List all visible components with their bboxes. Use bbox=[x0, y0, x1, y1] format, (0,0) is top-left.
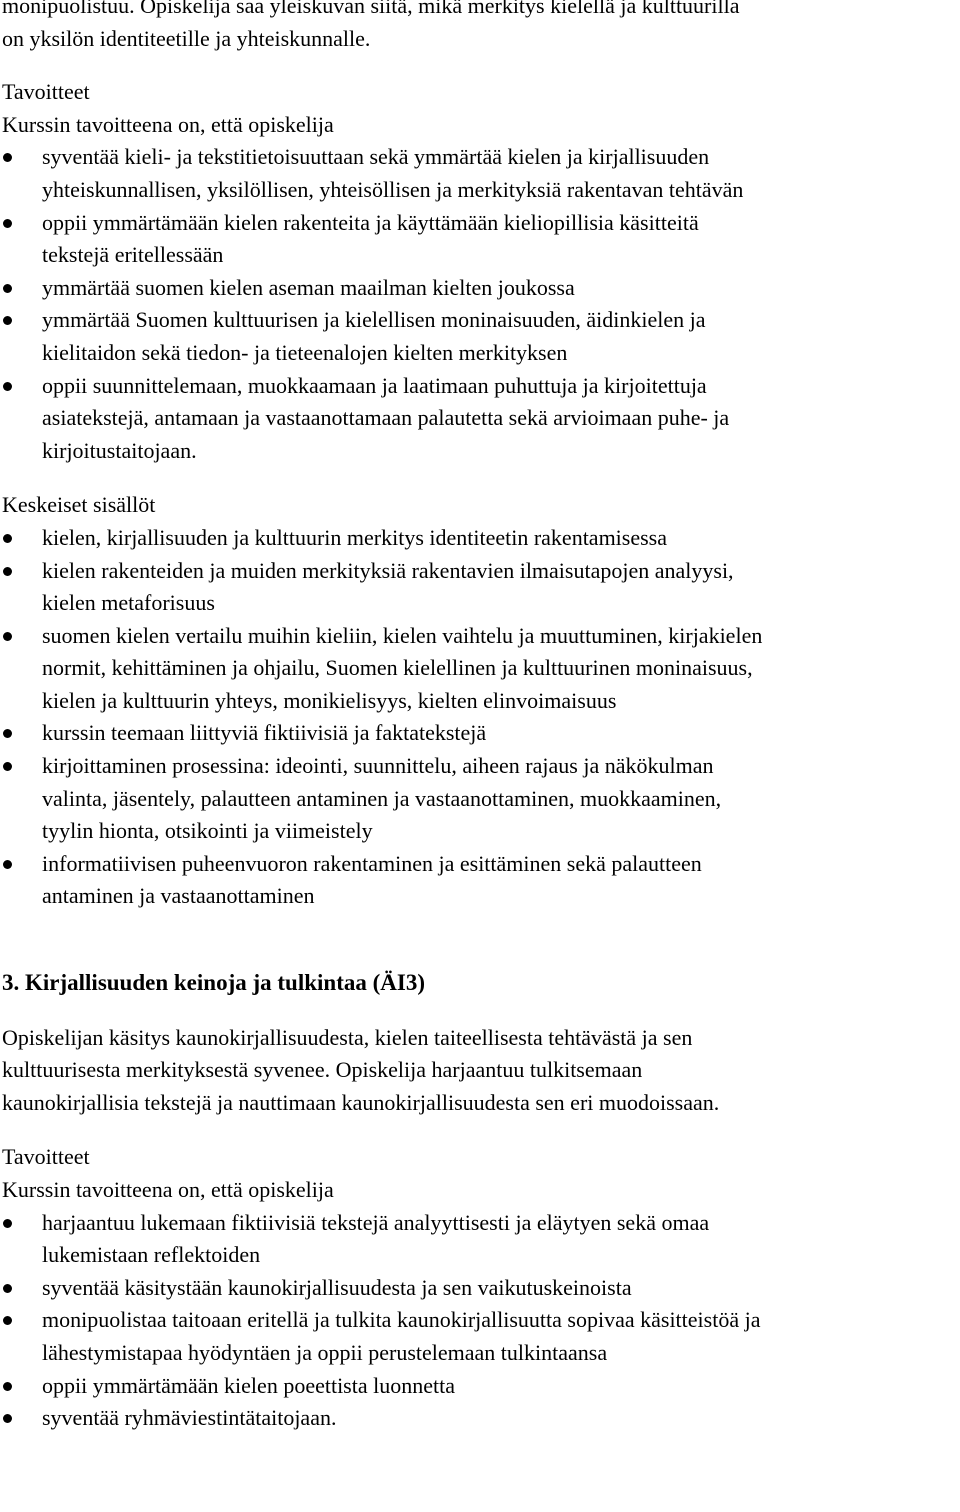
list-item-line: ymmärtää Suomen kulttuurisen ja kielellisen moninaisuuden, äidinkielen ja bbox=[42, 307, 706, 333]
list-item bbox=[0, 1304, 960, 1369]
intro-line: monipuolistuu. Opiskelija saa yleiskuvan siitä, mikä merkitys kielellä ja kulttuurilla bbox=[2, 0, 740, 18]
bullet-icon bbox=[3, 1219, 12, 1228]
bullet-icon bbox=[3, 153, 12, 162]
intro-line: on yksilön identiteetille ja yhteiskunnalle. bbox=[2, 25, 371, 51]
description-line: kulttuurisesta merkityksestä syvenee. Opiskelija harjaantuu tulkitsemaan bbox=[2, 1057, 643, 1083]
intro-paragraph bbox=[0, 0, 960, 55]
bullet-icon bbox=[3, 316, 12, 325]
list-item-line: kirjoitustaitojaan. bbox=[42, 437, 197, 463]
list-item bbox=[0, 1272, 960, 1305]
list-item-line: valinta, jäsentely, palautteen antaminen ja vastaanottaminen, muokkaaminen, bbox=[42, 785, 722, 811]
list-item-line: yhteiskunnallisen, yksilöllisen, yhteisöllisen ja merkityksiä rakentavan tehtävän bbox=[42, 176, 744, 202]
list-item-line: oppii ymmärtämään kielen poeettista luonnetta bbox=[42, 1372, 455, 1398]
list-item-line: kurssin teemaan liittyviä fiktiivisiä ja faktatekstejä bbox=[42, 720, 487, 746]
list-item bbox=[0, 750, 960, 848]
list-item bbox=[0, 555, 960, 620]
list-item bbox=[0, 848, 960, 913]
contents-list bbox=[0, 522, 960, 913]
list-item-line: tyylin hionta, otsikointi ja viimeistely bbox=[42, 818, 373, 844]
list-item bbox=[0, 1207, 960, 1272]
bullet-icon bbox=[3, 762, 12, 771]
list-item bbox=[0, 717, 960, 750]
course-description bbox=[0, 1022, 960, 1120]
bullet-icon bbox=[3, 1382, 12, 1391]
list-item-line: syventää ryhmäviestintätaitojaan. bbox=[42, 1405, 337, 1431]
list-item-line: kielen rakenteiden ja muiden merkityksiä rakentavien ilmaisutapojen analyysi, bbox=[42, 557, 734, 583]
bullet-icon bbox=[3, 219, 12, 228]
bullet-icon bbox=[3, 1414, 12, 1423]
goals-list bbox=[0, 141, 960, 467]
list-item-line: oppii suunnittelemaan, muokkaamaan ja laatimaan puhuttuja ja kirjoitettuja bbox=[42, 372, 707, 398]
list-item-line: normit, kehittäminen ja ohjailu, Suomen kielellinen ja kulttuurinen moninaisuus, bbox=[42, 655, 753, 681]
list-item-line: kielen ja kulttuurin yhteys, monikielisyys, kielten elinvoimaisuus bbox=[42, 687, 617, 713]
list-item-line: antaminen ja vastaanottaminen bbox=[42, 883, 315, 909]
list-item bbox=[0, 620, 960, 718]
list-item-line: suomen kielen vertailu muihin kieliin, kielen vaihtelu ja muuttuminen, kirjakielen bbox=[42, 622, 763, 648]
bullet-icon bbox=[3, 382, 12, 391]
list-item-line: lähestymistapaa hyödyntäen ja oppii perustelemaan tulkintaansa bbox=[42, 1339, 608, 1365]
list-item-line: kielen, kirjallisuuden ja kulttuurin merkitys identiteetin rakentamisessa bbox=[42, 524, 668, 550]
list-item-line: tekstejä eritellessään bbox=[42, 242, 224, 268]
bullet-icon bbox=[3, 534, 12, 543]
list-item-line: kielitaidon sekä tiedon- ja tieteenalojen kielten merkityksen bbox=[42, 339, 568, 365]
list-item-line: kirjoittaminen prosessina: ideointi, suunnittelu, aiheen rajaus ja näkökulman bbox=[42, 753, 714, 779]
contents-heading: Keskeiset sisällöt bbox=[2, 492, 156, 518]
list-item bbox=[0, 1402, 960, 1435]
bullet-icon bbox=[3, 1284, 12, 1293]
goals-heading: Tavoitteet bbox=[2, 1144, 90, 1170]
list-item-line: syventää kieli- ja tekstitietoisuuttaan sekä ymmärtää kielen ja kirjallisuuden bbox=[42, 144, 710, 170]
goals-intro: Kurssin tavoitteena on, että opiskelija bbox=[2, 111, 334, 137]
list-item-line: kielen metaforisuus bbox=[42, 590, 215, 616]
list-item-line: asiatekstejä, antamaan ja vastaanottamaan palautetta sekä arvioimaan puhe- ja bbox=[42, 405, 730, 431]
list-item-line: ymmärtää suomen kielen aseman maailman kielten joukossa bbox=[42, 274, 575, 300]
list-item bbox=[0, 141, 960, 206]
list-item bbox=[0, 304, 960, 369]
description-line: kaunokirjallisia tekstejä ja nauttimaan kaunokirjallisuudesta sen eri muodoissaan. bbox=[2, 1089, 720, 1115]
bullet-icon bbox=[3, 567, 12, 576]
goals-list bbox=[0, 1207, 960, 1435]
list-item-line: monipuolistaa taitoaan eritellä ja tulkita kaunokirjallisuutta sopivaa käsitteistöä ja bbox=[42, 1307, 761, 1333]
bullet-icon bbox=[3, 860, 12, 869]
list-item-line: oppii ymmärtämään kielen rakenteita ja käyttämään kieliopillisia käsitteitä bbox=[42, 209, 699, 235]
goals-heading: Tavoitteet bbox=[2, 79, 90, 105]
description-line: Opiskelijan käsitys kaunokirjallisuudesta, kielen taiteellisesta tehtävästä ja sen bbox=[2, 1024, 693, 1050]
course-title: 3. Kirjallisuuden keinoja ja tulkintaa (ÄI3) bbox=[2, 970, 425, 996]
list-item-line: harjaantuu lukemaan fiktiivisiä tekstejä analyyttisesti ja eläytyen sekä omaa bbox=[42, 1209, 710, 1235]
list-item bbox=[0, 370, 960, 468]
bullet-icon bbox=[3, 284, 12, 293]
bullet-icon bbox=[3, 632, 12, 641]
list-item bbox=[0, 1370, 960, 1403]
list-item-line: informatiivisen puheenvuoron rakentaminen ja esittäminen sekä palautteen bbox=[42, 850, 702, 876]
goals-intro: Kurssin tavoitteena on, että opiskelija bbox=[2, 1177, 334, 1202]
list-item bbox=[0, 522, 960, 555]
list-item-line: syventää käsitystään kaunokirjallisuudesta ja sen vaikutuskeinoista bbox=[42, 1274, 632, 1300]
list-item bbox=[0, 272, 960, 305]
list-item-line: lukemistaan reflektoiden bbox=[42, 1242, 261, 1268]
bullet-icon bbox=[3, 1316, 12, 1325]
bullet-icon bbox=[3, 729, 12, 738]
list-item bbox=[0, 207, 960, 272]
